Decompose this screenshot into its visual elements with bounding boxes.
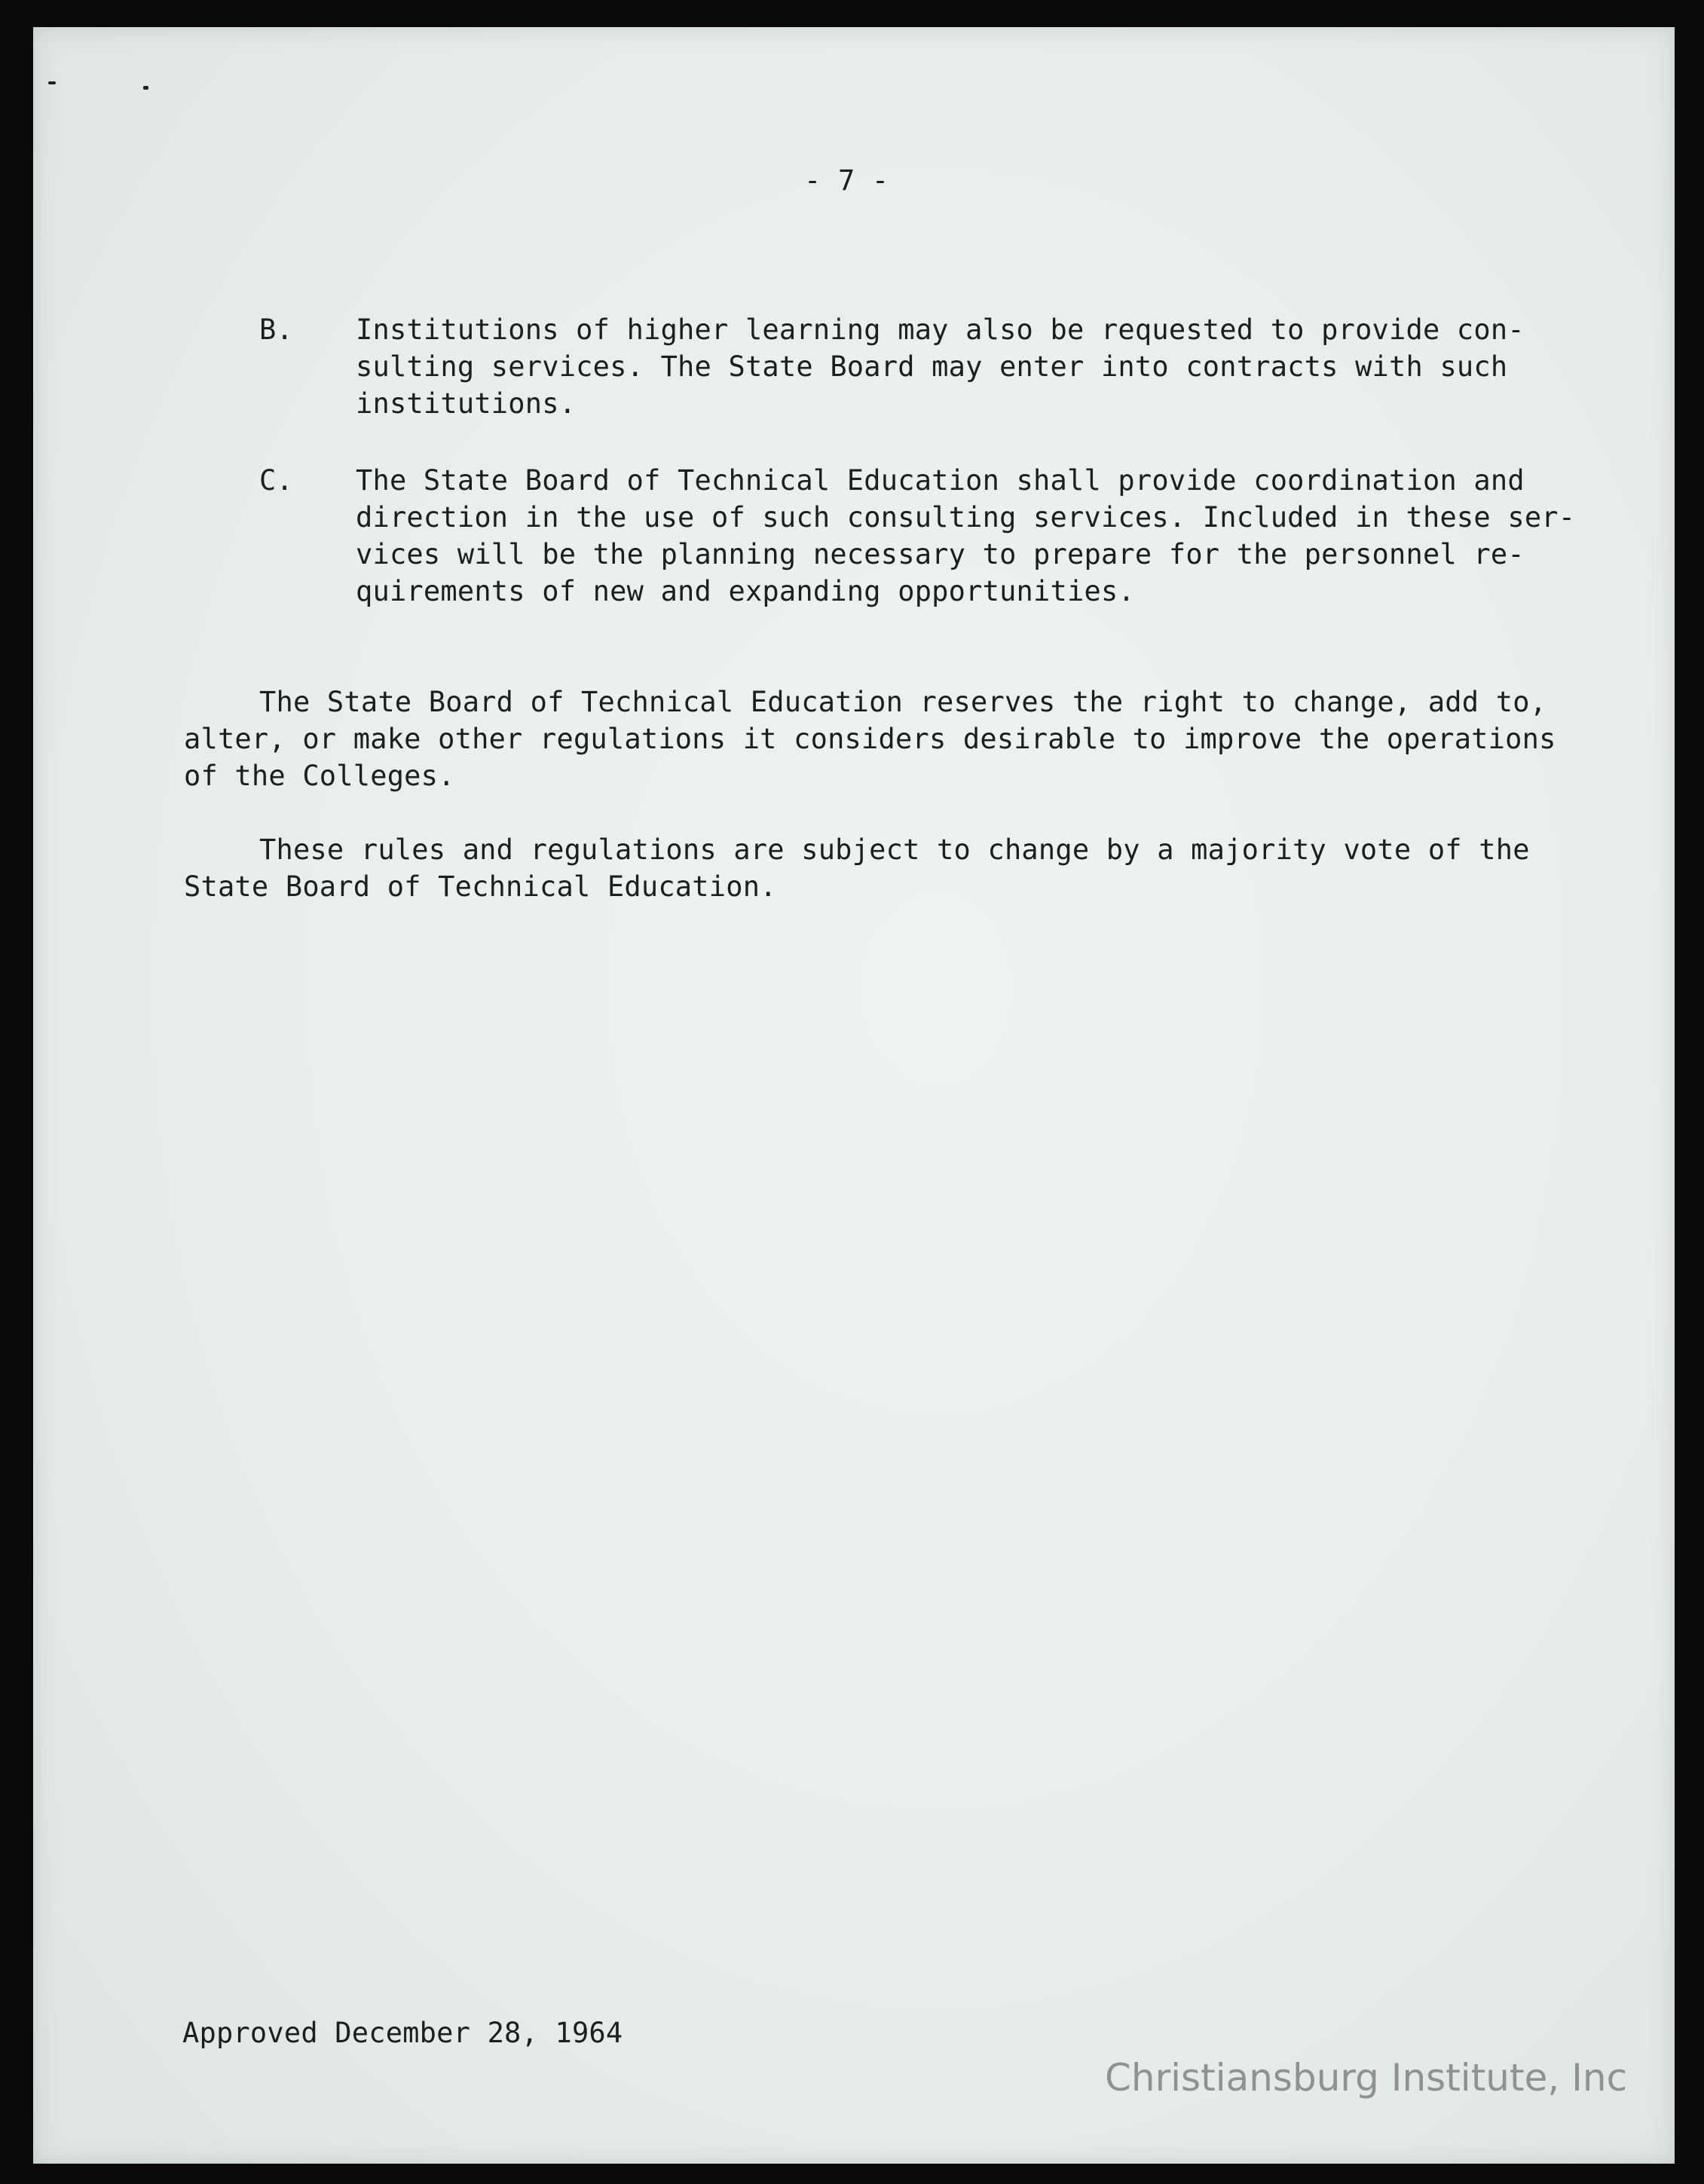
item-letter: B. <box>259 314 293 346</box>
paper-sheet <box>33 27 1675 2164</box>
item-line: vices will be the planning necessary to prepare for the personnel re- <box>356 538 1525 570</box>
item-line: sulting services. The State Board may enter into contracts with such <box>356 350 1508 383</box>
paragraph-line: of the Colleges. <box>184 760 455 792</box>
item-line: quirements of new and expanding opportunities. <box>356 575 1135 607</box>
item-line: The State Board of Technical Education shall provide coordination and <box>356 464 1525 497</box>
paragraph-line: These rules and regulations are subject to change by a majority vote of the <box>259 834 1530 866</box>
paragraph-line: alter, or make other regulations it considers desirable to improve the operations <box>184 723 1556 755</box>
item-line: Institutions of higher learning may also be requested to provide con- <box>356 314 1525 346</box>
scan-speck <box>143 86 148 90</box>
paragraph-line: State Board of Technical Education. <box>184 870 777 903</box>
watermark: Christiansburg Institute, Inc <box>1105 2056 1628 2100</box>
scan-speck <box>48 81 56 84</box>
item-line: direction in the use of such consulting services. Included in these ser- <box>356 501 1576 534</box>
approval-date: Approved December 28, 1964 <box>182 2017 623 2049</box>
item-letter: C. <box>259 464 293 497</box>
paragraph-line: The State Board of Technical Education reserves the right to change, add to, <box>259 686 1547 718</box>
item-line: institutions. <box>356 387 577 420</box>
page-number: - 7 - <box>804 164 889 197</box>
